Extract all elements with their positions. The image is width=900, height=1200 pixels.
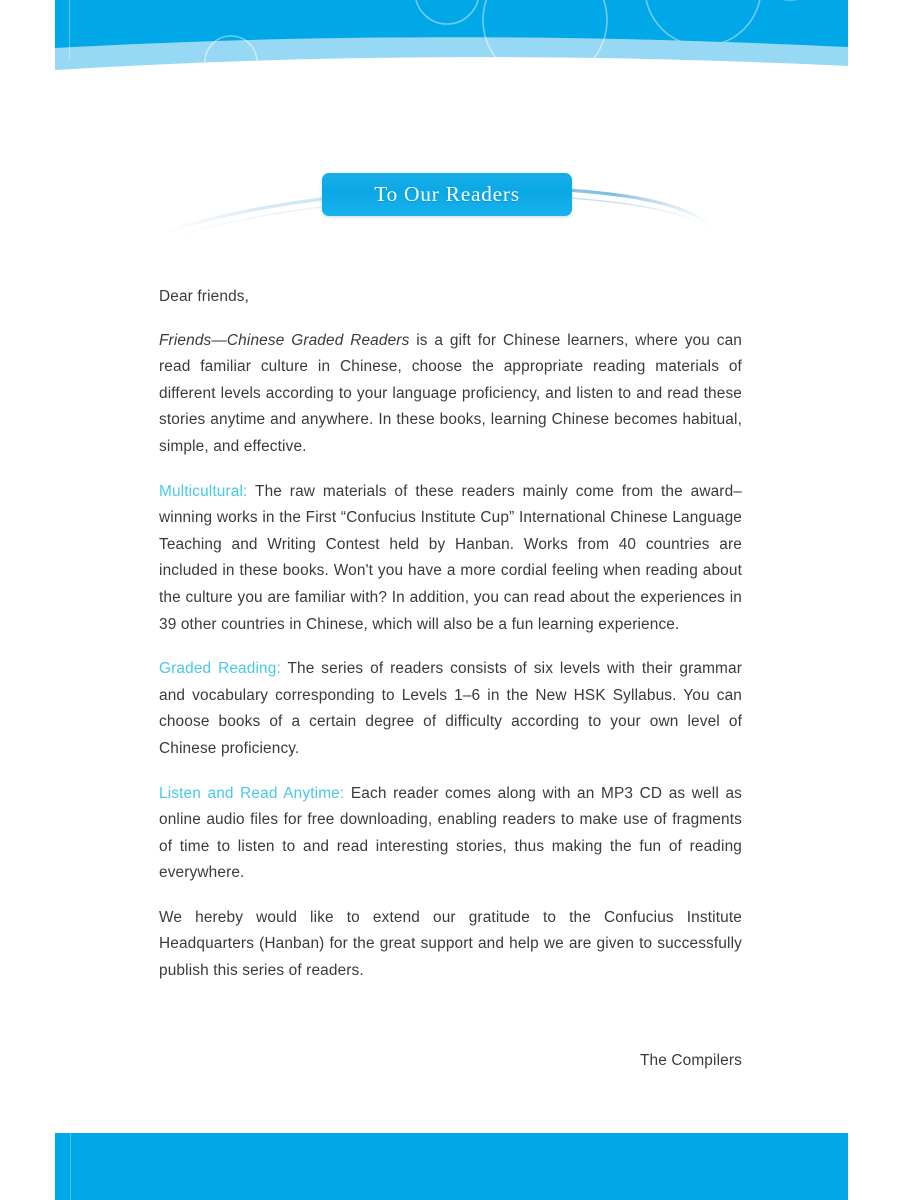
paragraph-graded-reading [159,656,742,762]
paragraph-gratitude [159,905,742,985]
book-title-italic: Friends—Chinese Graded Readers [159,331,410,349]
lead-in-multicultural: Multicultural: [159,482,248,500]
page-title-area [0,160,900,250]
lead-in-graded-reading: Graded Reading: [159,660,281,678]
page-footer-band [55,1133,848,1200]
paragraph-gratitude-text: We hereby would like to extend our gratitude to the Confucius Institute Headquarters (Hanban) for the great support and help we are given to successfully publish this series of readers. [159,908,742,980]
page-title: To Our Readers [374,181,520,206]
paragraph-listen-and-read [159,781,742,887]
page-title-banner [322,173,572,216]
paragraph-listen-and-read-text: Each reader comes along with an MP3 CD as well as online audio files for free downloading, enabling readers to make use of fragments of time to listen to and read interesting stories, thus making the fun of reading everywhere. [159,784,742,882]
lead-in-listen-and-read: Listen and Read Anytime: [159,784,345,802]
paragraph-intro-text: is a gift for Chinese learners, where you can read familiar culture in Chinese, choose the appropriate reading materials of different levels according to your language proficiency, and listen to and read these stories anytime and anywhere. In these books, learning Chinese becomes habitual, simple, and effective. [159,331,742,455]
signature: The Compilers [639,1052,742,1069]
salutation: Dear friends, [159,288,250,305]
preface-body [159,284,742,985]
paragraph-graded-reading-text: The series of readers consists of six levels with their grammar and vocabulary corresponding to Levels 1–6 in the New HSK Syllabus. You can choose books of a certain degree of difficulty according to your own level of Chinese proficiency. [159,660,743,757]
page-header-band [55,0,848,72]
header-decoration-graphic [55,0,848,72]
paragraph-multicultural-text: The raw materials of these readers mainly come from the award–winning works in the First “Confucius Institute Cup” International Chinese Language Teaching and Writing Contest held by Hanban. Works from 40 countries are included in these books. Won't you have a more cordial feeling when reading about the culture you are familiar with? In addition, you can read about the experiences in 39 other countries in Chinese, which will also be a fun learning experience. [159,482,742,633]
footer-vertical-rule [70,1133,71,1200]
header-vertical-rule [69,0,70,60]
paragraph-intro [159,328,742,461]
paragraph-multicultural [159,479,742,639]
